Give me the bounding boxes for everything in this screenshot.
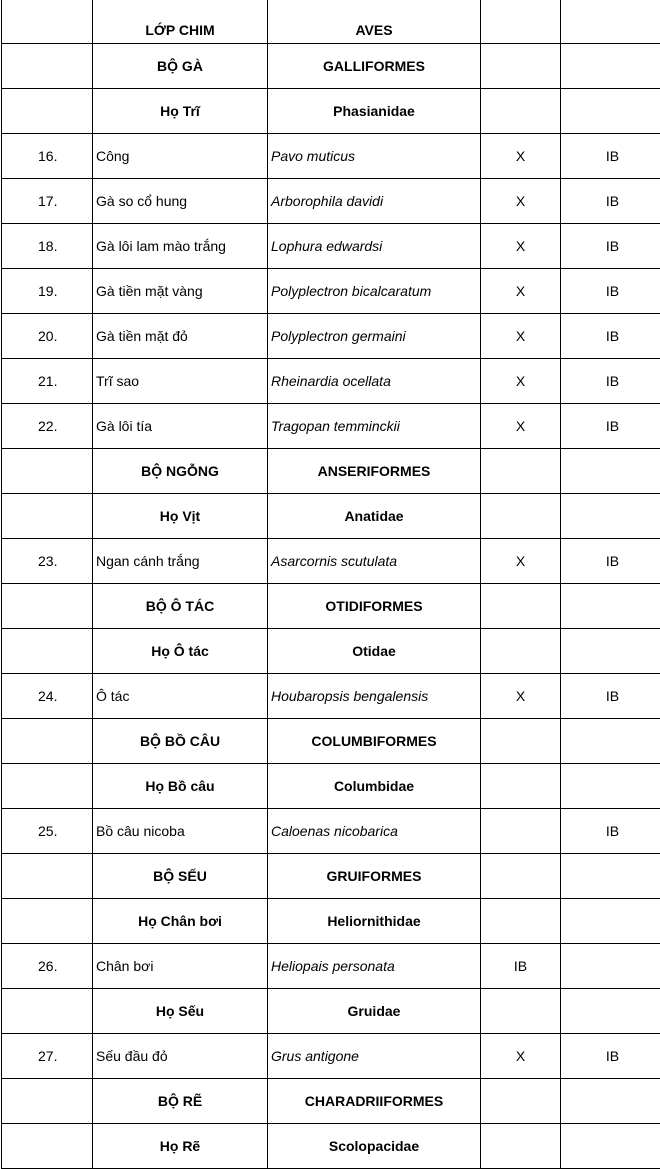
row-number-cell <box>2 899 93 944</box>
row-number-cell: 25. <box>2 809 93 854</box>
row-number-cell <box>2 1124 93 1169</box>
scientific-name-cell: Pavo muticus <box>268 134 481 179</box>
status-cell: X <box>481 674 561 719</box>
scientific-name-cell: ANSERIFORMES <box>268 449 481 494</box>
group-cell <box>561 89 660 134</box>
vietnamese-name-cell: Gà lôi lam mào trắng <box>93 224 268 269</box>
vietnamese-name-cell: Họ Chân bơi <box>93 899 268 944</box>
vietnamese-name-cell: BỘ GÀ <box>93 44 268 89</box>
species-row <box>2 944 660 989</box>
vietnamese-name-cell: Gà so cổ hung <box>93 179 268 224</box>
taxon-header-row <box>2 764 660 809</box>
vietnamese-name-cell: Gà tiền mặt đỏ <box>93 314 268 359</box>
vietnamese-name-cell: Gà tiền mặt vàng <box>93 269 268 314</box>
vietnamese-name-cell: Họ Vịt <box>93 494 268 539</box>
vietnamese-name-cell: LỚP CHIM <box>93 0 268 44</box>
scientific-name-cell: Otidae <box>268 629 481 674</box>
scientific-name-cell: GALLIFORMES <box>268 44 481 89</box>
vietnamese-name-cell: Ngan cánh trắng <box>93 539 268 584</box>
vietnamese-name-cell: Ô tác <box>93 674 268 719</box>
status-cell: X <box>481 269 561 314</box>
row-number-cell <box>2 719 93 764</box>
taxon-header-row <box>2 584 660 629</box>
vietnamese-name-cell: Trĩ sao <box>93 359 268 404</box>
scientific-name-cell: COLUMBIFORMES <box>268 719 481 764</box>
vietnamese-name-cell: BỘ RẼ <box>93 1079 268 1124</box>
scientific-name-cell: Caloenas nicobarica <box>268 809 481 854</box>
group-cell <box>561 44 660 89</box>
species-row <box>2 674 660 719</box>
row-number-cell: 16. <box>2 134 93 179</box>
vietnamese-name-cell: Họ Rẽ <box>93 1124 268 1169</box>
species-row <box>2 1034 660 1079</box>
group-cell <box>561 1079 660 1124</box>
group-cell: IB <box>561 359 660 404</box>
taxon-header-row <box>2 1079 660 1124</box>
row-number-cell: 23. <box>2 539 93 584</box>
row-number-cell: 17. <box>2 179 93 224</box>
status-cell <box>481 584 561 629</box>
group-cell <box>561 0 660 44</box>
group-cell: IB <box>561 269 660 314</box>
vietnamese-name-cell: Họ Bồ câu <box>93 764 268 809</box>
vietnamese-name-cell: Gà lôi tía <box>93 404 268 449</box>
species-row <box>2 539 660 584</box>
row-number-cell <box>2 0 93 44</box>
row-number-cell: 24. <box>2 674 93 719</box>
group-cell <box>561 1124 660 1169</box>
status-cell: X <box>481 1034 561 1079</box>
vietnamese-name-cell: Họ Trĩ <box>93 89 268 134</box>
taxon-header-row <box>2 0 660 44</box>
scientific-name-cell: Lophura edwardsi <box>268 224 481 269</box>
taxon-header-row <box>2 629 660 674</box>
group-cell: IB <box>561 179 660 224</box>
taxon-header-row <box>2 449 660 494</box>
row-number-cell <box>2 44 93 89</box>
status-cell: X <box>481 359 561 404</box>
taxon-header-row <box>2 854 660 899</box>
group-cell <box>561 989 660 1034</box>
group-cell: IB <box>561 1034 660 1079</box>
status-cell <box>481 629 561 674</box>
taxon-header-row <box>2 719 660 764</box>
group-cell <box>561 584 660 629</box>
status-cell: X <box>481 179 561 224</box>
taxon-header-row <box>2 89 660 134</box>
status-cell: X <box>481 404 561 449</box>
species-row <box>2 224 660 269</box>
scientific-name-cell: Polyplectron germaini <box>268 314 481 359</box>
group-cell: IB <box>561 224 660 269</box>
vietnamese-name-cell: Chân bơi <box>93 944 268 989</box>
group-cell <box>561 899 660 944</box>
scientific-name-cell: Tragopan temminckii <box>268 404 481 449</box>
status-cell <box>481 494 561 539</box>
species-table <box>1 0 660 1169</box>
vietnamese-name-cell: Họ Ô tác <box>93 629 268 674</box>
row-number-cell: 21. <box>2 359 93 404</box>
species-row <box>2 134 660 179</box>
status-cell <box>481 809 561 854</box>
group-cell: IB <box>561 809 660 854</box>
status-cell <box>481 854 561 899</box>
row-number-cell: 27. <box>2 1034 93 1079</box>
row-number-cell: 19. <box>2 269 93 314</box>
scientific-name-cell: Rheinardia ocellata <box>268 359 481 404</box>
row-number-cell: 22. <box>2 404 93 449</box>
scientific-name-cell: Phasianidae <box>268 89 481 134</box>
scientific-name-cell: Gruidae <box>268 989 481 1034</box>
vietnamese-name-cell: Công <box>93 134 268 179</box>
taxon-header-row <box>2 989 660 1034</box>
status-cell <box>481 899 561 944</box>
group-cell <box>561 944 660 989</box>
group-cell: IB <box>561 674 660 719</box>
taxon-header-row <box>2 44 660 89</box>
scientific-name-cell: Columbidae <box>268 764 481 809</box>
status-cell <box>481 719 561 764</box>
scientific-name-cell: Anatidae <box>268 494 481 539</box>
status-cell: X <box>481 314 561 359</box>
scientific-name-cell: Arborophila davidi <box>268 179 481 224</box>
group-cell <box>561 449 660 494</box>
species-row <box>2 809 660 854</box>
scientific-name-cell: Scolopacidae <box>268 1124 481 1169</box>
row-number-cell <box>2 449 93 494</box>
group-cell <box>561 719 660 764</box>
vietnamese-name-cell: Bồ câu nicoba <box>93 809 268 854</box>
taxon-header-row <box>2 1124 660 1169</box>
row-number-cell <box>2 494 93 539</box>
status-cell: X <box>481 539 561 584</box>
status-cell <box>481 764 561 809</box>
vietnamese-name-cell: BỘ SẾU <box>93 854 268 899</box>
species-row <box>2 359 660 404</box>
row-number-cell <box>2 854 93 899</box>
scientific-name-cell: Heliornithidae <box>268 899 481 944</box>
row-number-cell <box>2 629 93 674</box>
scientific-name-cell: Polyplectron bicalcaratum <box>268 269 481 314</box>
group-cell: IB <box>561 314 660 359</box>
status-cell: IB <box>481 944 561 989</box>
species-row <box>2 269 660 314</box>
row-number-cell <box>2 764 93 809</box>
status-cell <box>481 989 561 1034</box>
vietnamese-name-cell: BỘ Ô TÁC <box>93 584 268 629</box>
scientific-name-cell: Asarcornis scutulata <box>268 539 481 584</box>
group-cell: IB <box>561 404 660 449</box>
scientific-name-cell: GRUIFORMES <box>268 854 481 899</box>
species-table-body <box>2 0 660 1169</box>
group-cell <box>561 764 660 809</box>
group-cell <box>561 629 660 674</box>
taxon-header-row <box>2 899 660 944</box>
row-number-cell <box>2 584 93 629</box>
status-cell <box>481 0 561 44</box>
row-number-cell: 18. <box>2 224 93 269</box>
vietnamese-name-cell: BỘ BỒ CÂU <box>93 719 268 764</box>
scientific-name-cell: Houbaropsis bengalensis <box>268 674 481 719</box>
row-number-cell <box>2 1079 93 1124</box>
group-cell: IB <box>561 539 660 584</box>
scientific-name-cell: AVES <box>268 0 481 44</box>
status-cell <box>481 449 561 494</box>
status-cell: X <box>481 134 561 179</box>
row-number-cell: 20. <box>2 314 93 359</box>
taxon-header-row <box>2 494 660 539</box>
row-number-cell: 26. <box>2 944 93 989</box>
scientific-name-cell: OTIDIFORMES <box>268 584 481 629</box>
status-cell <box>481 89 561 134</box>
vietnamese-name-cell: BỘ NGỖNG <box>93 449 268 494</box>
status-cell: X <box>481 224 561 269</box>
species-row <box>2 404 660 449</box>
row-number-cell <box>2 89 93 134</box>
status-cell <box>481 44 561 89</box>
species-row <box>2 314 660 359</box>
species-row <box>2 179 660 224</box>
vietnamese-name-cell: Họ Sếu <box>93 989 268 1034</box>
group-cell <box>561 854 660 899</box>
row-number-cell <box>2 989 93 1034</box>
scientific-name-cell: Grus antigone <box>268 1034 481 1079</box>
vietnamese-name-cell: Sếu đầu đỏ <box>93 1034 268 1079</box>
status-cell <box>481 1079 561 1124</box>
status-cell <box>481 1124 561 1169</box>
scientific-name-cell: Heliopais personata <box>268 944 481 989</box>
scientific-name-cell: CHARADRIIFORMES <box>268 1079 481 1124</box>
group-cell <box>561 494 660 539</box>
group-cell: IB <box>561 134 660 179</box>
